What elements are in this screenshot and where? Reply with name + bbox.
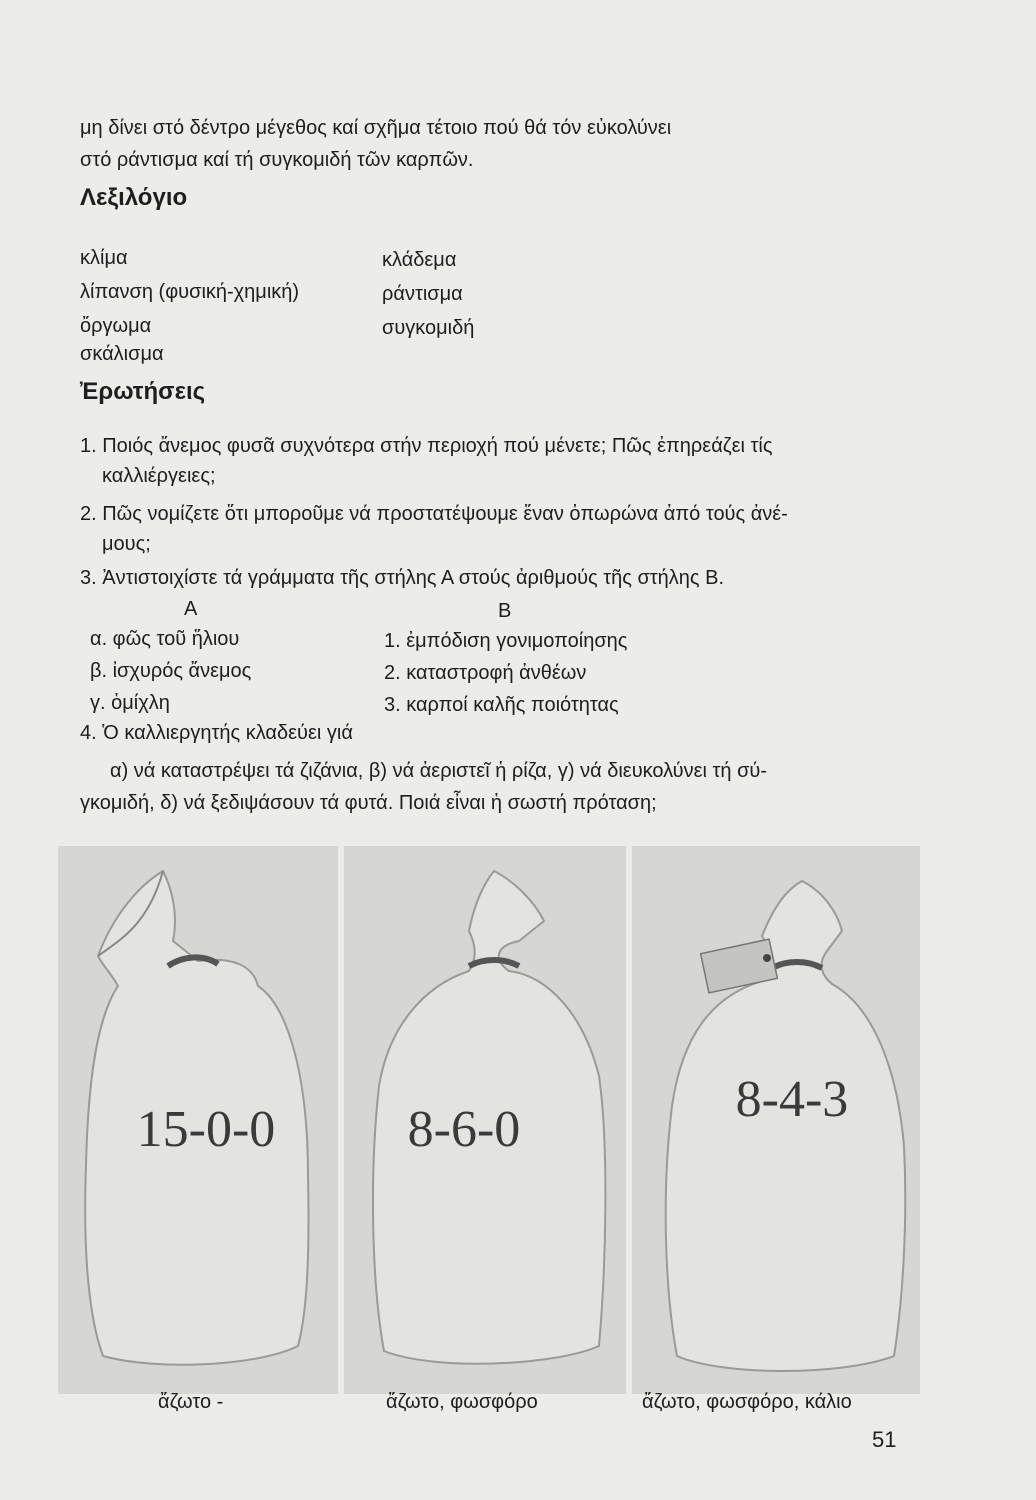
figure-caption-3: ἄζωτο, φωσφόρο, κάλιο bbox=[642, 1391, 852, 1413]
vocab-term: ράντισμα bbox=[382, 283, 463, 305]
column-a-item: α. φῶς τοῦ ἥλιου bbox=[90, 628, 240, 650]
bag-label-2: 8-6-0 bbox=[407, 1101, 521, 1158]
vocab-term: ὄργωμα bbox=[80, 315, 152, 337]
figure-caption-2: ἄζωτο, φωσφόρο bbox=[386, 1391, 538, 1413]
vocab-term: σκάλισμα bbox=[80, 343, 164, 365]
question-4-options-line-1: α) νά καταστρέψει τά ζιζάνια, β) νά ἀεριστεῖ ἡ ρίζα, γ) νά διευκολύνει τή σύ- bbox=[110, 760, 768, 782]
sack-illustration-3 bbox=[632, 846, 920, 1394]
fertilizer-bag-photo-3 bbox=[632, 846, 920, 1394]
column-a-item: γ. ὁμίχλη bbox=[90, 692, 170, 714]
column-a-header: Α bbox=[184, 598, 198, 620]
vocab-term: κλάδεμα bbox=[382, 249, 457, 271]
question-2-line-1: 2. Πῶς νομίζετε ὅτι μποροῦμε νά προστατέψουμε ἕναν ὀπωρώνα ἀπό τούς ἀνέ- bbox=[80, 503, 788, 525]
vocab-term: κλίμα bbox=[80, 247, 128, 269]
page-number: 51 bbox=[872, 1427, 897, 1452]
fertilizer-bag-photo-1 bbox=[58, 846, 338, 1394]
vocab-term: συγκομιδή bbox=[382, 317, 475, 339]
column-a-item: β. ἰσχυρός ἄνεμος bbox=[90, 660, 252, 682]
sack-illustration-2 bbox=[344, 846, 626, 1394]
fertilizer-bag-photo-2 bbox=[344, 846, 626, 1394]
question-2-line-2: μους; bbox=[102, 533, 151, 555]
question-4-options-line-2: γκομιδή, δ) νά ξεδιψάσουν τά φυτά. Ποιά εἶναι ἡ σωστή πρόταση; bbox=[80, 792, 657, 814]
vocab-term: λίπανση (φυσική-χημική) bbox=[80, 281, 300, 303]
vocab-heading: Λεξιλόγιο bbox=[80, 184, 188, 211]
column-b-item: 3. καρποί καλῆς ποιότητας bbox=[384, 694, 619, 716]
question-1-line-1: 1. Ποιός ἄνεμος φυσᾶ συχνότερα στήν περιοχή πού μένετε; Πῶς ἐπηρεάζει τίς bbox=[80, 435, 773, 457]
figure-caption-1: ἄζωτο - bbox=[158, 1391, 224, 1413]
column-b-header: Β bbox=[498, 600, 512, 622]
sack-illustration-1 bbox=[58, 846, 338, 1394]
question-1-line-2: καλλιέργειες; bbox=[102, 465, 216, 487]
column-b-item: 2. καταστροφή ἀνθέων bbox=[384, 662, 587, 684]
bag-label-3: 8-4-3 bbox=[735, 1071, 849, 1128]
question-3: 3. Ἀντιστοιχίστε τά γράμματα τῆς στήλης Α στούς ἀριθμούς τῆς στήλης Β. bbox=[80, 567, 725, 589]
column-b-item: 1. ἐμπόδιση γονιμοποίησης bbox=[384, 630, 628, 652]
question-4: 4. Ὁ καλλιεργητής κλαδεύει γιά bbox=[80, 722, 353, 744]
bag-label-1: 15-0-0 bbox=[136, 1101, 276, 1158]
intro-line-2: στό ράντισμα καί τή συγκομιδή τῶν καρπῶν. bbox=[80, 149, 474, 171]
questions-heading: Ἐρωτήσεις bbox=[80, 378, 206, 405]
intro-line-1: μη δίνει στό δέντρο μέγεθος καί σχῆμα τέτοιο πού θά τόν εὐκολύνει bbox=[80, 117, 672, 139]
